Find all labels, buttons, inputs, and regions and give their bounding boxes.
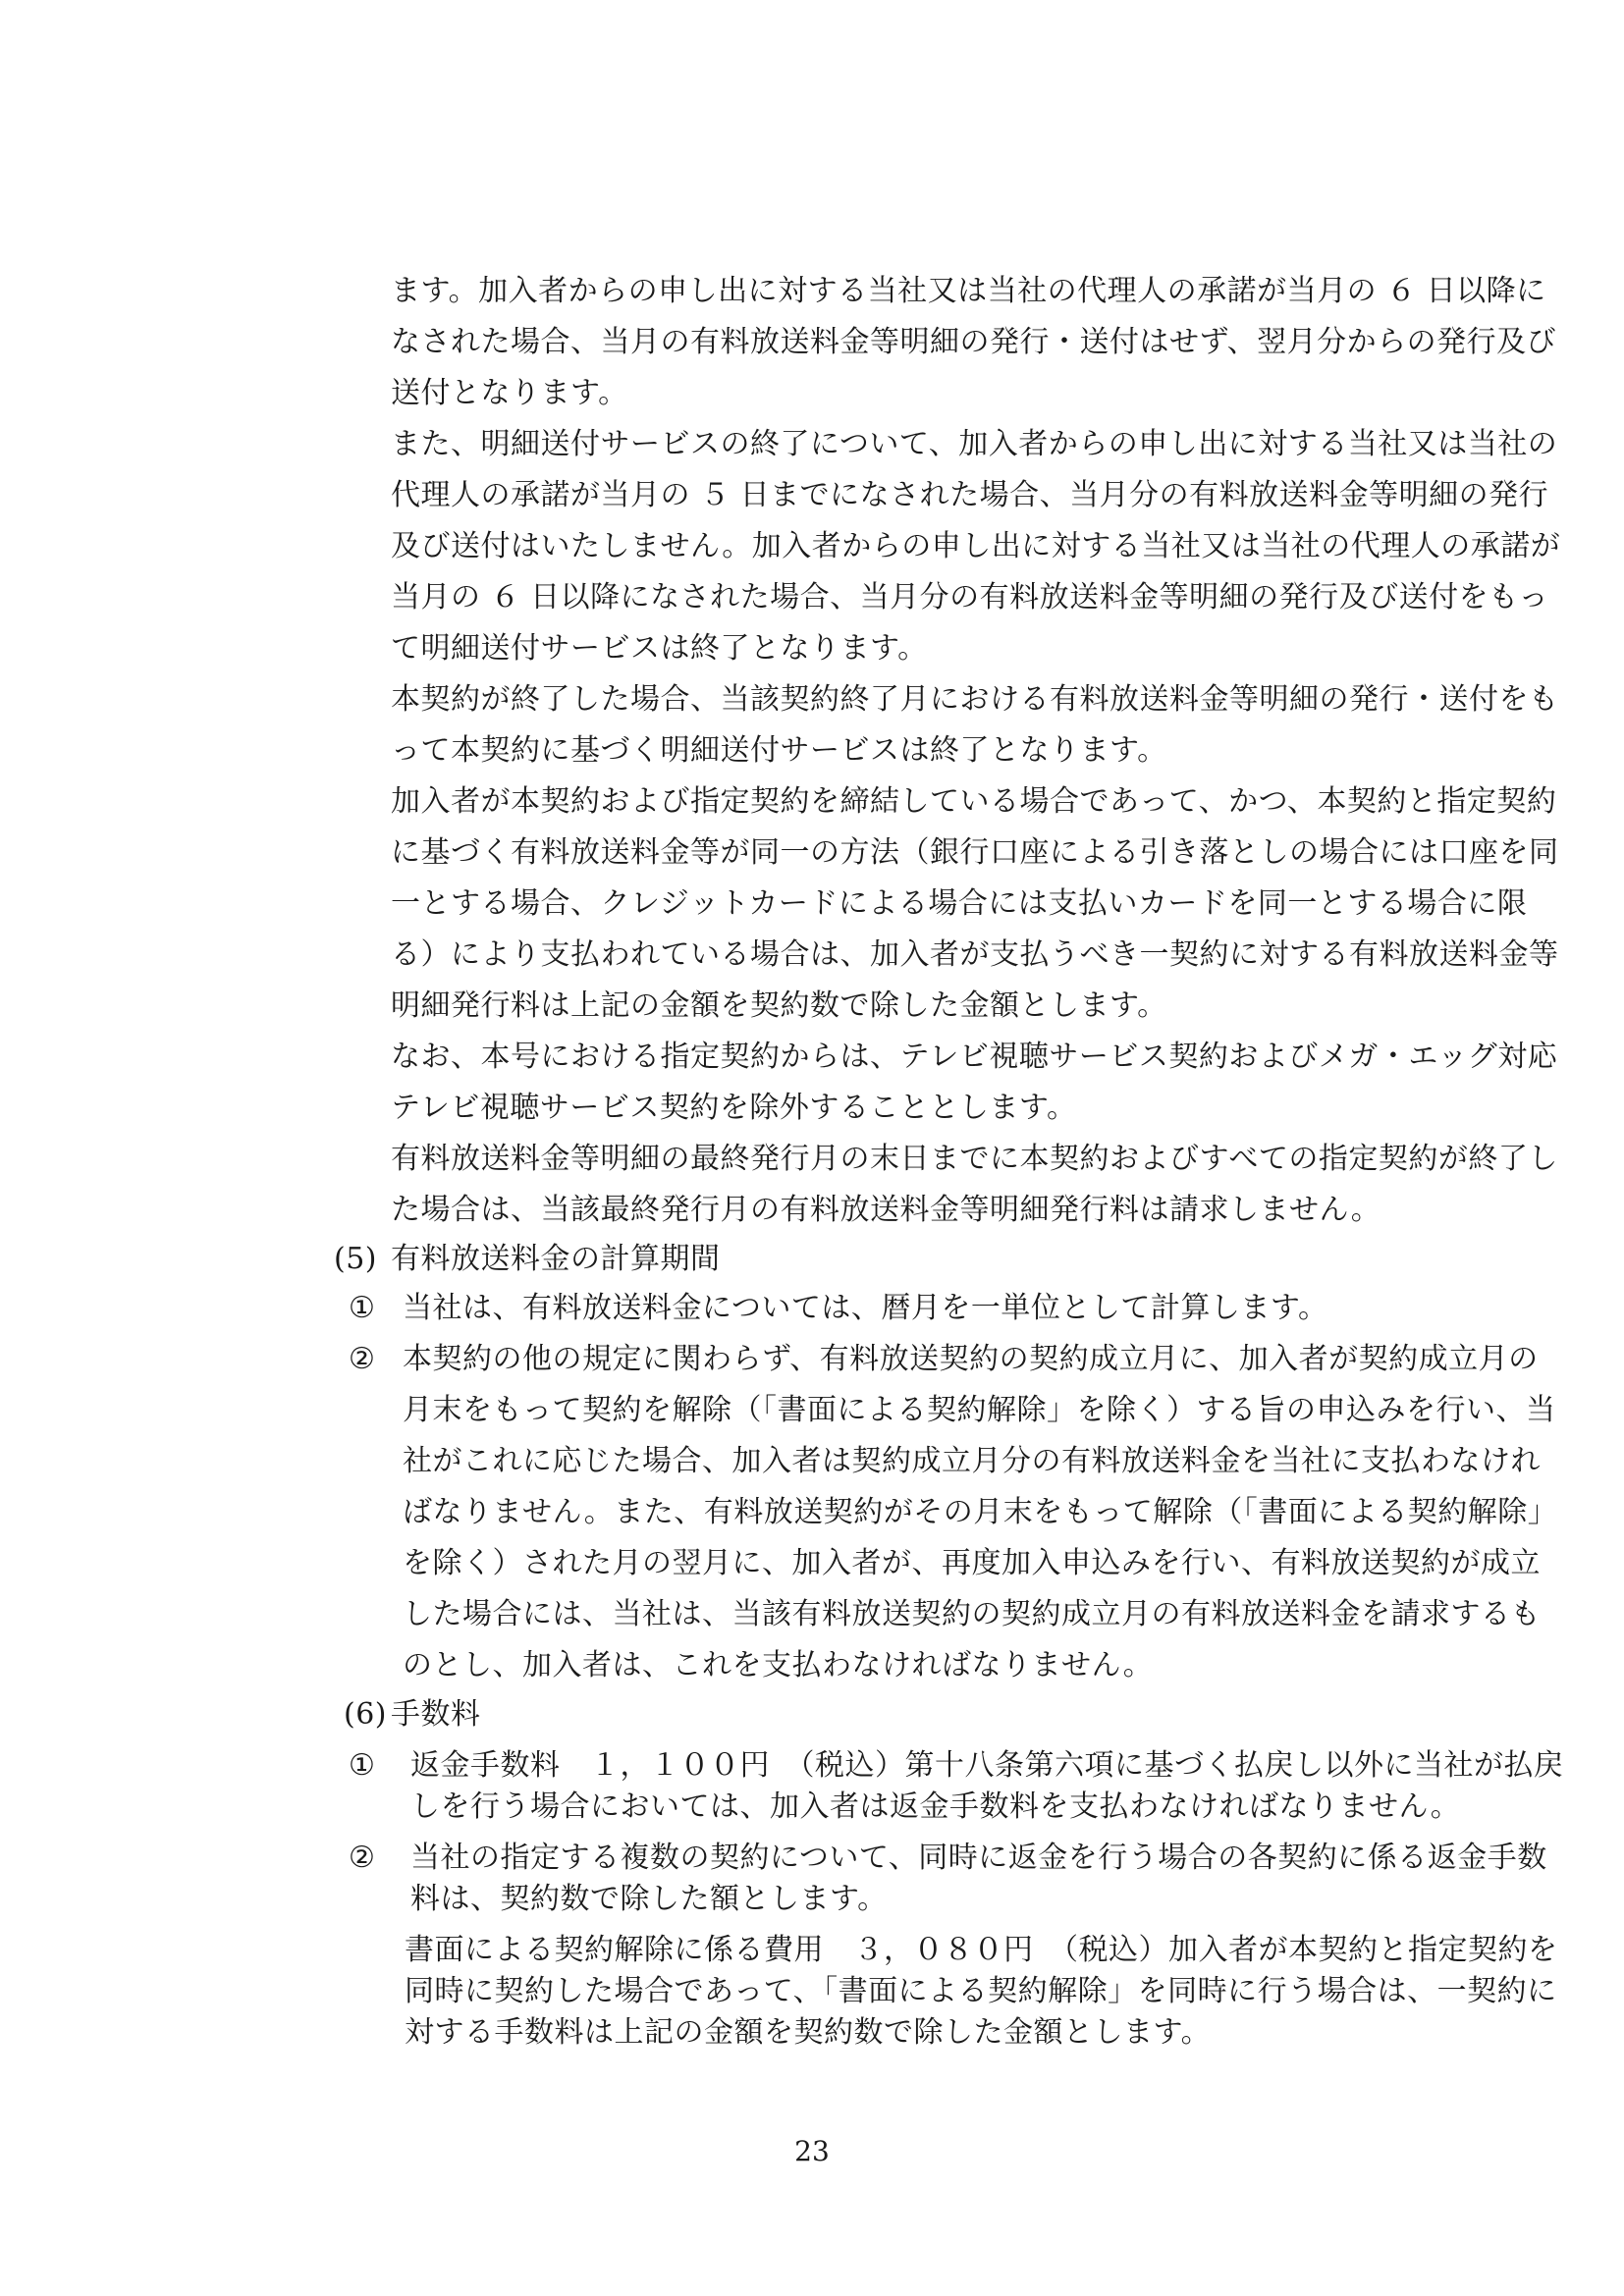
paragraph-line: 明細発行料は上記の金額を契約数で除した金額とします。 [391,988,1167,1023]
section-6-item-3-line: 同時に契約した場合であって、「書面による契約解除」を同時に行う場合は、一契約に [405,1974,1557,2008]
section-6-item-3-line: 書面による契約解除に係る費用 ３，０８０円 （税込）加入者が本契約と指定契約を [405,1933,1558,1967]
section-6-item-2-marker: ② [349,1841,376,1875]
section-6-item-1-marker: ① [349,1748,376,1783]
section-5-item-2-line: 月末をもって契約を解除（「書面による契約解除」を除く）する旨の申込みを行い、当 [403,1393,1556,1427]
section-6-item-2-line: 料は、契約数で除した額とします。 [410,1882,888,1916]
paragraph-line: また、明細送付サービスの終了について、加入者からの申し出に対する当社又は当社の [391,427,1558,461]
paragraph-line: る）により支払われている場合は、加入者が支払うべき一契約に対する有料放送料金等 [391,937,1559,972]
section-5-number: (5) [334,1242,377,1276]
paragraph-line: 有料放送料金等明細の最終発行月の末日までに本契約およびすべての指定契約が終了し [391,1142,1558,1176]
section-5-item-2-line: 社がこれに応じた場合、加入者は契約成立月分の有料放送料金を当社に支払わなけれ [403,1444,1541,1478]
paragraph-line: テレビ視聴サービス契約を除外することとします。 [391,1091,1077,1125]
paragraph-line: なお、本号における指定契約からは、テレビ視聴サービス契約およびメガ・エッグ対応 [391,1040,1558,1074]
section-6-item-2-line: 当社の指定する複数の契約について、同時に返金を行う場合の各契約に係る返金手数 [410,1841,1547,1875]
section-5-item-2-line: 本契約の他の規定に関わらず、有料放送契約の契約成立月に、加入者が契約成立月の [403,1342,1539,1376]
paragraph-line: 当月の ６ 日以降になされた場合、当月分の有料放送料金等明細の発行及び送付をもっ [391,580,1549,614]
section-6-number: (6) [344,1697,387,1732]
section-6-item-1-line: しを行う場合においては、加入者は返金手数料を支払わなければなりません。 [410,1789,1461,1824]
section-6-item-3-line: 対する手数料は上記の金額を契約数で除した金額とします。 [405,2015,1212,2050]
paragraph-line: た場合は、当該最終発行月の有料放送料金等明細発行料は請求しません。 [391,1193,1381,1227]
section-5-item-1-marker: ① [349,1291,376,1325]
paragraph-line: て明細送付サービスは終了となります。 [391,631,928,666]
paragraph-line: 代理人の承諾が当月の ５ 日までになされた場合、当月分の有料放送料金等明細の発行 [391,478,1549,512]
paragraph-line: 送付となります。 [391,376,628,410]
paragraph-line: 及び送付はいたしません。加入者からの申し出に対する当社又は当社の代理人の承諾が [391,529,1561,563]
section-5-item-2-marker: ② [349,1342,376,1376]
page-number: 23 [794,2135,830,2167]
paragraph-line: 加入者が本契約および指定契約を締結している場合であって、かつ、本契約と指定契約 [391,784,1557,819]
paragraph-line: って本契約に基づく明細送付サービスは終了となります。 [391,733,1167,768]
section-5-item-2-line: のとし、加入者は、これを支払わなければなりません。 [403,1648,1154,1682]
paragraph-line: 一とする場合、クレジットカードによる場合には支払いカードを同一とする場合に限 [391,886,1528,921]
paragraph-line: ます。加入者からの申し出に対する当社又は当社の代理人の承諾が当月の ６ 日以降に [391,274,1546,308]
paragraph-line: に基づく有料放送料金等が同一の方法（銀行口座による引き落としの場合には口座を同 [391,835,1559,870]
section-5-title: 有料放送料金の計算期間 [391,1242,721,1276]
paragraph-line: 本契約が終了した場合、当該契約終了月における有料放送料金等明細の発行・送付をも [391,682,1559,717]
section-6-title: 手数料 [391,1697,481,1732]
section-5-item-2-line: ばなりません。また、有料放送契約がその月末をもって解除（「書面による契約解除」 [403,1495,1558,1529]
paragraph-line: なされた場合、当月の有料放送料金等明細の発行・送付はせず、翌月分からの発行及び [391,325,1557,359]
section-5-item-2-line: した場合には、当社は、当該有料放送契約の契約成立月の有料放送料金を請求するも [403,1597,1541,1631]
section-6-item-1-line: 返金手数料 １，１００円 （税込）第十八条第六項に基づく払戻し以外に当社が払戻 [410,1748,1564,1783]
section-5-item-1: 当社は、有料放送料金については、暦月を一単位として計算します。 [403,1291,1328,1325]
section-5-item-2-line: を除く）された月の翌月に、加入者が、再度加入申込みを行い、有料放送契約が成立 [403,1546,1541,1580]
